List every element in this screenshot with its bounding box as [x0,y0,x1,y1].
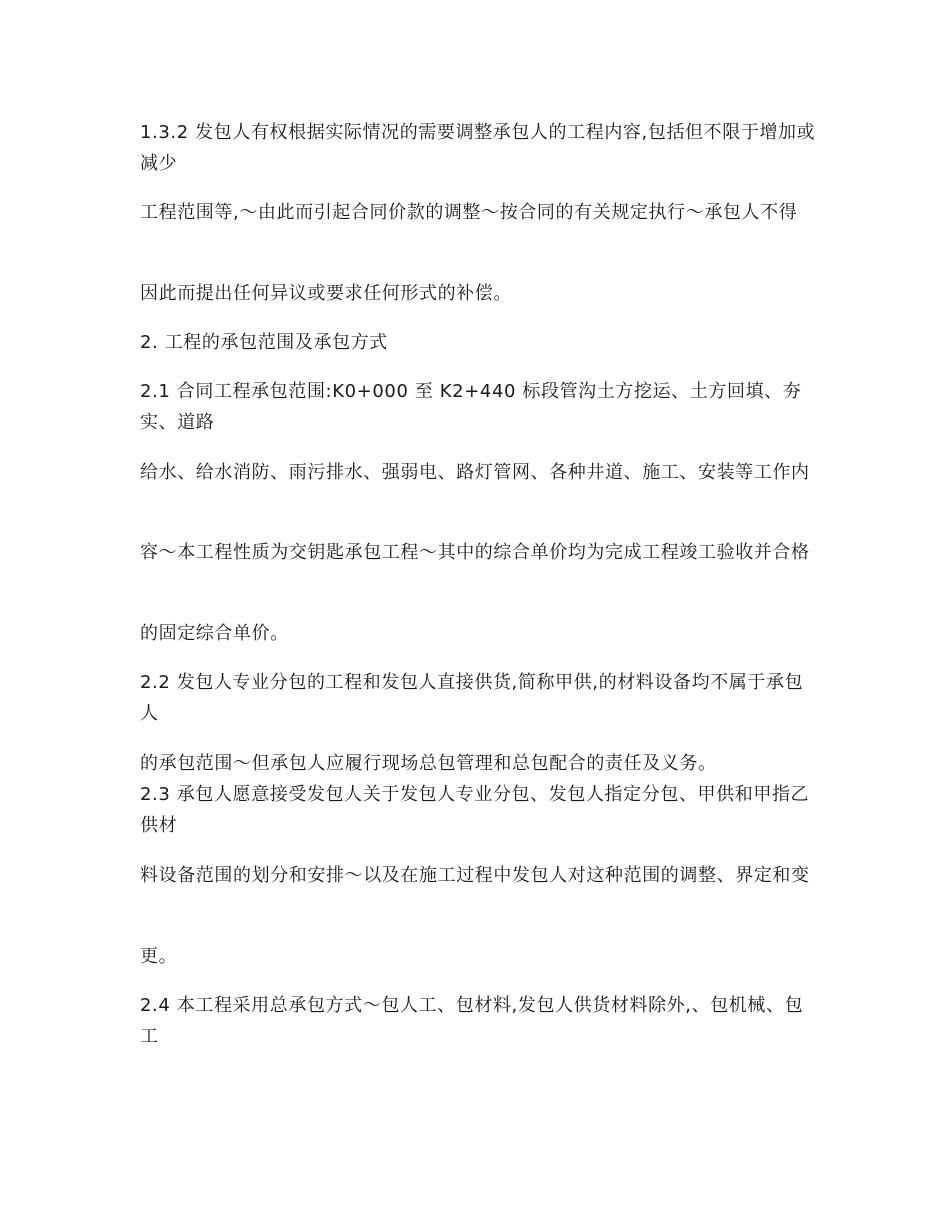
paragraph-2-3-cont-1: 料设备范围的划分和安排～以及在施工过程中发包人对这种范围的调整、界定和变 [140,865,810,886]
paragraph-2-1-cont-3: 的固定综合单价。 [140,623,289,644]
paragraph-2-1-cont-2: 容～本工程性质为交钥匙承包工程～其中的综合单价均为完成工程竣工验收并合格 [140,542,810,563]
paragraph-2-2: 2.2 发包人专业分包的工程和发包人直接供货,简称甲供,的材料设备均不属于承包人 [140,672,804,724]
paragraph-2-2-cont: 的承包范围～但承包人应履行现场总包管理和总包配合的责任及义务。 [140,753,717,774]
paragraph-2-3-cont-2: 更。 [140,946,178,967]
paragraph-scope-adjustment: 工程范围等,～由此而引起合同价款的调整～按合同的有关规定执行～承包人不得 [140,202,798,223]
paragraph-1-3-2: 1.3.2 发包人有权根据实际情况的需要调整承包人的工程内容,包括但不限于增加或减少 [140,122,816,174]
paragraph-2-3: 2.3 承包人愿意接受发包人关于发包人专业分包、发包人指定分包、甲供和甲指乙供材 [140,784,810,836]
paragraph-2-1-cont-1: 给水、给水消防、雨污排水、强弱电、路灯管网、各种井道、施工、安装等工作内 [140,462,810,483]
paragraph-2-1: 2.1 合同工程承包范围:K0+000 至 K2+440 标段管沟土方挖运、土方回填、夯实、道路 [140,381,802,433]
paragraph-2-4: 2.4 本工程采用总承包方式～包人工、包材料,发包人供货材料除外,、包机械、包工 [140,995,804,1047]
paragraph-no-objection: 因此而提出任何异议或要求任何形式的补偿。 [140,283,512,304]
section-heading-2: 2. 工程的承包范围及承包方式 [140,332,388,353]
